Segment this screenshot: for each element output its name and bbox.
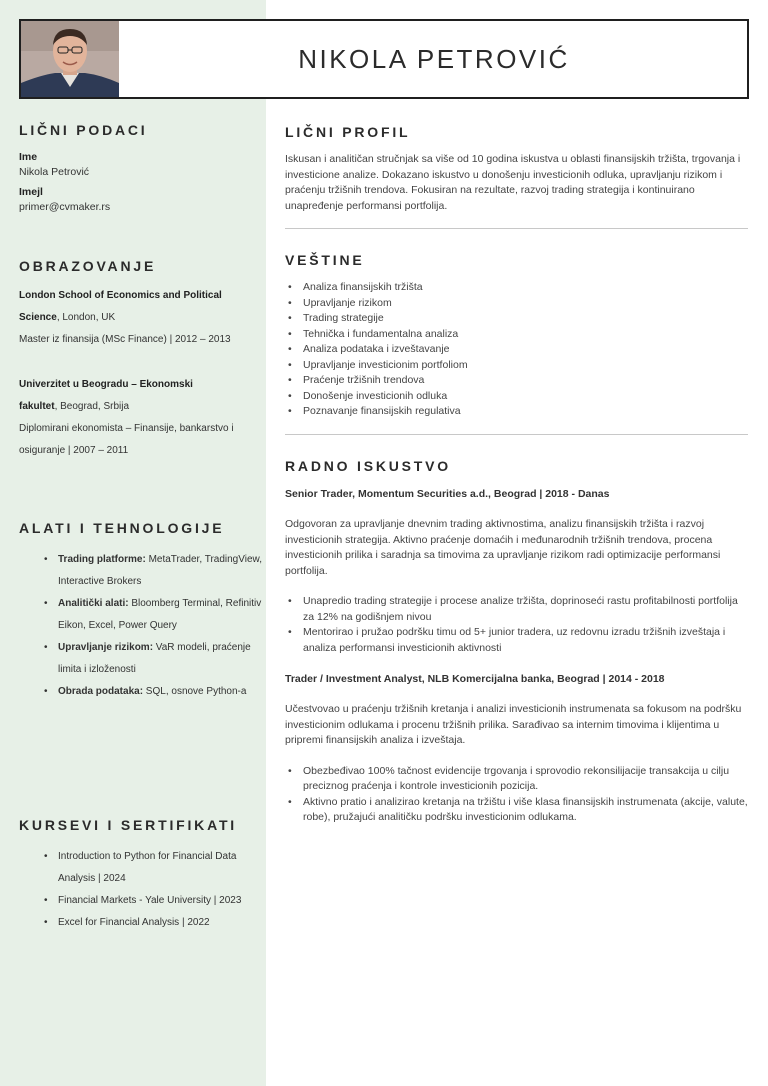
personal-section-title: LIČNI PODACI [19, 122, 148, 138]
name-label: Ime [19, 151, 38, 163]
achievement-item: • Unapredio trading strategije i procese analize tržišta, doprinoseći rastu profitabilnosti portfolija za 12% na godišnjem nivou [303, 594, 748, 625]
job-entry [285, 672, 748, 826]
skill-item: • Donošenje investicionih odluka [303, 389, 766, 405]
course-item: • Financial Markets - Yale University | 2023 [58, 890, 273, 912]
skill-item: • Praćenje tržišnih trendova [303, 373, 766, 389]
divider [285, 434, 748, 435]
profile-section-title: LIČNI PROFIL [285, 124, 411, 140]
education-degree: Master iz finansija (MSc Finance) | 2012 – 2013 [19, 334, 231, 345]
achievement-item: • Obezbeđivao 100% tačnost evidencije trgovanja i sprovodio rekonsilijacije transakcija u cilju preciznog praćenja i kontrole investicionih pozicija. [303, 764, 748, 795]
skill-item: • Upravljanje investicionim portfoliom [303, 358, 766, 374]
skill-item: • Poznavanje finansijskih regulativa [303, 404, 766, 420]
tools-item-label: Trading platforme: [58, 554, 146, 565]
divider [285, 228, 748, 229]
job-title: Senior Trader, Momentum Securities a.d., Beograd | 2018 - Danas [285, 488, 610, 500]
courses-list [19, 846, 273, 934]
skill-item: • Analiza podataka i izveštavanje [303, 342, 766, 358]
tools-item [58, 637, 273, 681]
education-degree: Diplomirani ekonomista – Finansije, bankarstvo i osiguranje | 2007 – 2011 [19, 423, 234, 456]
tools-section-title: ALATI I TEHNOLOGIJE [19, 520, 225, 536]
skill-item: • Tehnička i fundamentalna analiza [303, 327, 766, 343]
job-description: Učestvovao u praćenju tržišnih kretanja i analizi investicionih instrumenata sa fokusom na podršku investicionim odlukama i procenu tržišnih prilika. Sarađivao sa internim timovima i klijentima u pripremi finansijskih analiza i izveštaja. [285, 703, 742, 746]
education-item [19, 285, 234, 351]
achievement-item: • Mentorirao i pružao podršku timu od 5+ junior tradera, uz redovnu izradu tržišnih izveštaja i analiza performansi investicionih aktivnosti [303, 625, 748, 656]
job-achievements [285, 764, 748, 826]
email-value[interactable]: primer@cvmaker.rs [19, 201, 111, 213]
tools-item-text: SQL, osnove Python-a [143, 686, 247, 697]
header [19, 19, 749, 99]
profile-photo [21, 21, 119, 97]
tools-item-text: VaR modeli, praćenje limita i izloženosti [58, 642, 251, 675]
achievement-item: • Aktivno pratio i analizirao kretanja na tržištu i više klasa finansijskih instrumenata (akcije, valute, robe), pružajući analitičku podršku investicionim odlukama. [303, 795, 748, 826]
candidate-name: NIKOLA PETROVIĆ [298, 43, 570, 74]
skills-list [285, 280, 766, 420]
course-item: • Excel for Financial Analysis | 2022 [58, 912, 273, 934]
profile-text: Iskusan i analitičan stručnjak sa više od 10 godina iskustva u oblasti finansijskih tržišta, trgovanja i investicione analize. Dokazano iskustvo u donošenju investicionih odluka, upravljanju rizikom i praćenju tržišnih trendova. Fokusiran na rezultate, razvoj trading strategija i kontinuirano unapređenje performansi portfolija. [285, 153, 741, 212]
skills-section-title: VEŠTINE [285, 252, 365, 268]
course-item: • Introduction to Python for Financial Data Analysis | 2024 [58, 846, 273, 890]
personal-section [19, 150, 249, 215]
tools-item-label: Analitički alati: [58, 598, 129, 609]
experience-section-title: RADNO ISKUSTVO [285, 458, 451, 474]
tools-item [58, 549, 273, 593]
job-description: Odgovoran za upravljanje dnevnim trading aktivnostima, analizu finansijskih tržišta i razvoj investicionih strategija. Aktivno praćenje domaćih i međunarodnih tržišnih trendova, procena investicionih prilika i saradnja sa timovima za upravljanje rizikom radi optimizacije performansi portfolija. [285, 518, 721, 577]
education-school: Univerzitet u Beogradu – Ekonomski fakultet [19, 379, 193, 412]
email-label: Imejl [19, 186, 43, 198]
skill-item: • Analiza finansijskih tržišta [303, 280, 766, 296]
tools-item [58, 593, 273, 637]
education-location: , Beograd, Srbija [54, 401, 130, 412]
tools-list [19, 549, 273, 703]
courses-section-title: KURSEVI I SERTIFIKATI [19, 817, 237, 833]
education-school: London School of Economics and Political Science [19, 290, 222, 323]
tools-item-label: Obrada podataka: [58, 686, 144, 697]
tools-item-text: MetaTrader, TradingView, Interactive Brokers [58, 554, 262, 587]
job-entry [285, 487, 748, 656]
tools-item-label: Upravljanje rizikom: [58, 642, 154, 653]
education-item [19, 374, 234, 462]
tools-item [58, 681, 273, 703]
skill-item: • Trading strategije [303, 311, 766, 327]
education-location: , London, UK [56, 312, 116, 323]
job-achievements [285, 594, 748, 656]
education-section-title: OBRAZOVANJE [19, 258, 157, 274]
tools-item-text: Bloomberg Terminal, Refinitiv Eikon, Excel, Power Query [58, 598, 262, 631]
skill-item: • Upravljanje rizikom [303, 296, 766, 312]
job-title: Trader / Investment Analyst, NLB Komercijalna banka, Beograd | 2014 - 2018 [285, 673, 665, 685]
name-value: Nikola Petrović [19, 166, 90, 178]
